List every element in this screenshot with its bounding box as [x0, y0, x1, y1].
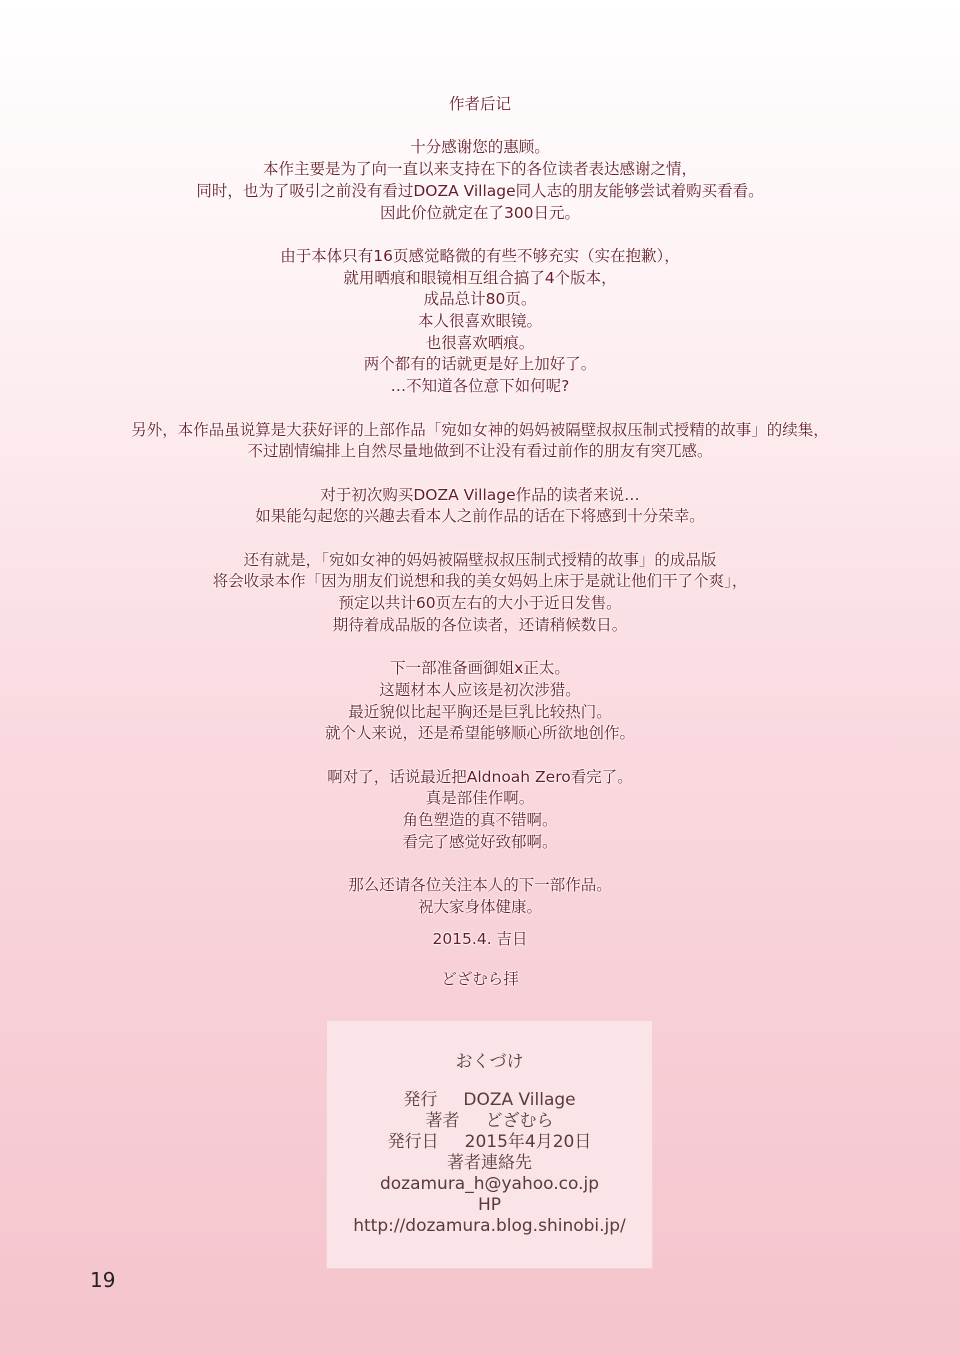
homepage-link[interactable]: http://dozamura.blog.shinobi.jp/ — [353, 1216, 626, 1236]
text-line: 就用晒痕和眼镜相互组合搞了4个版本， — [343, 268, 617, 287]
text-line: 两个都有的话就更是好上加好了。 — [363, 355, 597, 374]
email-link[interactable]: dozamura_h@yahoo.co.jp — [379, 1174, 600, 1194]
text-line: 那么还请各位关注本人的下一部作品。 — [348, 876, 612, 895]
text-line: 同时，也为了吸引之前没有看过DOZA Village同人志的朋友能够尝试着购买看看。 — [196, 181, 764, 200]
text-line: 啊对了，话说最近把Aldnoah Zero看完了。 — [327, 767, 633, 786]
page-number: 19 — [90, 1268, 116, 1292]
author-label: 著者 — [425, 1111, 460, 1131]
text-line: 本作主要是为了向一直以来支持在下的各位读者表达感谢之情， — [262, 160, 697, 179]
text-line: 看完了感觉好致郁啊。 — [402, 832, 558, 851]
date-value: 2015年4月20日 — [464, 1132, 592, 1152]
text-line: 也很喜欢晒痕。 — [425, 333, 535, 352]
publisher-label: 発行 — [403, 1090, 438, 1110]
date-label: 発行日 — [387, 1132, 439, 1152]
text-line: 预定以共计60页左右的大小于近日发售。 — [338, 594, 622, 613]
afterword — [0, 94, 960, 991]
text-line: 另外，本作品虽说算是大获好评的上部作品「宛如女神的妈妈被隔壁叔叔压制式授精的故事」的续集， — [131, 420, 829, 439]
text-line: 最近貌似比起平胸还是巨乳比较热门。 — [348, 702, 612, 721]
text-line: 因此价位就定在了300日元。 — [379, 203, 581, 222]
colophon-date-row — [327, 1132, 652, 1153]
publisher-value: DOZA Village — [463, 1090, 576, 1110]
text-line: 十分感谢您的惠顾。 — [410, 138, 550, 157]
colophon-heading: おくづけ — [455, 1052, 524, 1072]
text-line: 成品总计80页。 — [423, 290, 537, 309]
text-line: 不过剧情编排上自然尽量地做到不让没有看过前作的朋友有突兀感。 — [247, 442, 713, 461]
text-line: 祝大家身体健康。 — [417, 897, 542, 916]
afterword-title: 作者后记 — [448, 95, 511, 113]
text-line: 还有就是，「宛如女神的妈妈被隔壁叔叔压制式授精的故事」的成品版 — [243, 550, 717, 569]
text-line: 如果能勾起您的兴趣去看本人之前作品的话在下将感到十分荣幸。 — [255, 507, 705, 526]
author-value: どざむら — [485, 1111, 554, 1131]
text-line: 这题材本人应该是初次涉猎。 — [379, 680, 581, 699]
colophon-box — [327, 1021, 652, 1268]
text-line: 本人很喜欢眼镜。 — [417, 312, 542, 330]
text-line: 对于初次购买DOZA Village作品的读者来说… — [320, 485, 640, 504]
hp-label: HP — [477, 1195, 502, 1215]
text-line: 期待着成品版的各位读者，还请稍候数日。 — [332, 615, 628, 634]
colophon-author-row — [327, 1111, 652, 1132]
text-line: 下一部准备画御姐x正太。 — [390, 659, 570, 678]
afterword-date: 2015.4. 吉日 — [432, 929, 528, 948]
text-line: …不知道各位意下如何呢? — [390, 377, 570, 396]
afterword-signature: どざむら拝 — [441, 970, 519, 989]
text-line: 角色塑造的真不错啊。 — [402, 811, 558, 830]
text-line: 将会收录本作「因为朋友们说想和我的美女妈妈上床于是就让他们干了个爽」， — [212, 572, 748, 591]
colophon-publisher-row — [327, 1090, 652, 1111]
text-line: 真是部佳作啊。 — [425, 789, 535, 808]
text-line: 由于本体只有16页感觉略微的有些不够充实（实在抱歉）， — [280, 246, 680, 265]
text-line: 就个人来说，还是希望能够顺心所欲地创作。 — [324, 724, 635, 743]
contact-label: 著者連絡先 — [447, 1153, 532, 1173]
